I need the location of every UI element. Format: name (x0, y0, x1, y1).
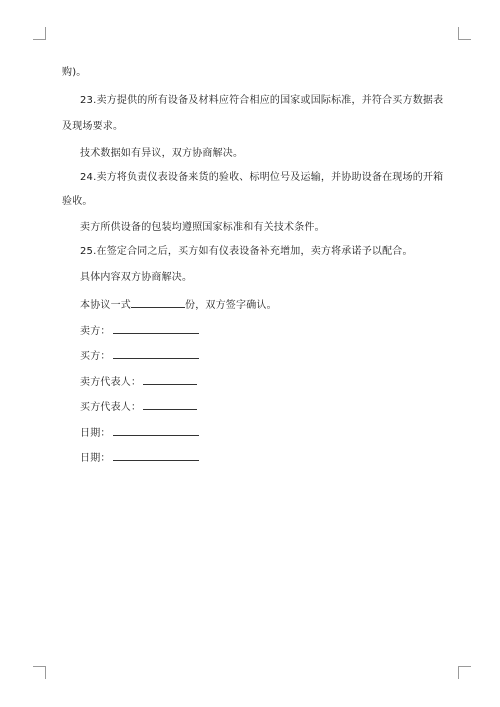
buyer-representative-line (80, 399, 197, 414)
date-label-1: 日期： (80, 428, 111, 439)
crop-mark-bottom-right (458, 666, 471, 679)
buyer-label: 买方： (80, 351, 111, 362)
crop-mark-top-right (458, 27, 471, 40)
details-note: 具体内容双方协商解决。 (80, 272, 193, 283)
seller-representative-line (80, 374, 197, 389)
date-field-1[interactable] (113, 425, 199, 436)
agreement-suffix: 份，双方签字确认。 (185, 300, 277, 311)
text-line-1: 购)。 (62, 67, 87, 78)
crop-mark-bottom-left (33, 666, 46, 679)
date-field-2[interactable] (113, 450, 199, 461)
crop-mark-top-left (33, 27, 46, 40)
clause-24: 24.卖方将负责仪表设备来货的验收、标明位号及运输，并协助设备在现场的开箱 (80, 172, 444, 183)
date-line-2 (80, 450, 199, 465)
seller-rep-label: 卖方代表人： (80, 377, 142, 388)
agreement-prefix: 本协议一式 (80, 300, 131, 311)
clause-25: 25.在签定合同之后，买方如有仪表设备补充增加，卖方将承诺予以配合。 (80, 246, 413, 257)
seller-signature-field[interactable] (113, 323, 199, 334)
date-label-2: 日期： (80, 453, 111, 464)
copies-blank-field[interactable] (131, 297, 185, 308)
agreement-copies-line (80, 297, 277, 312)
buyer-rep-label: 买方代表人： (80, 402, 142, 413)
date-line-1 (80, 425, 199, 440)
clause-23: 23.卖方提供的所有设备及材料应符合相应的国家或国际标准，并符合买方数据表 (80, 95, 444, 106)
seller-rep-field[interactable] (143, 374, 197, 385)
seller-label: 卖方： (80, 326, 111, 337)
packaging-note: 卖方所供设备的包装均遵照国家标准和有关技术条件。 (80, 222, 325, 233)
buyer-rep-field[interactable] (143, 399, 197, 410)
technical-data-note: 技术数据如有异议，双方协商解决。 (80, 148, 244, 159)
clause-24-continued: 验收。 (62, 196, 93, 207)
buyer-signature-line (80, 348, 199, 363)
clause-23-continued: 及现场要求。 (62, 121, 124, 132)
seller-signature-line (80, 323, 199, 338)
buyer-signature-field[interactable] (113, 348, 199, 359)
